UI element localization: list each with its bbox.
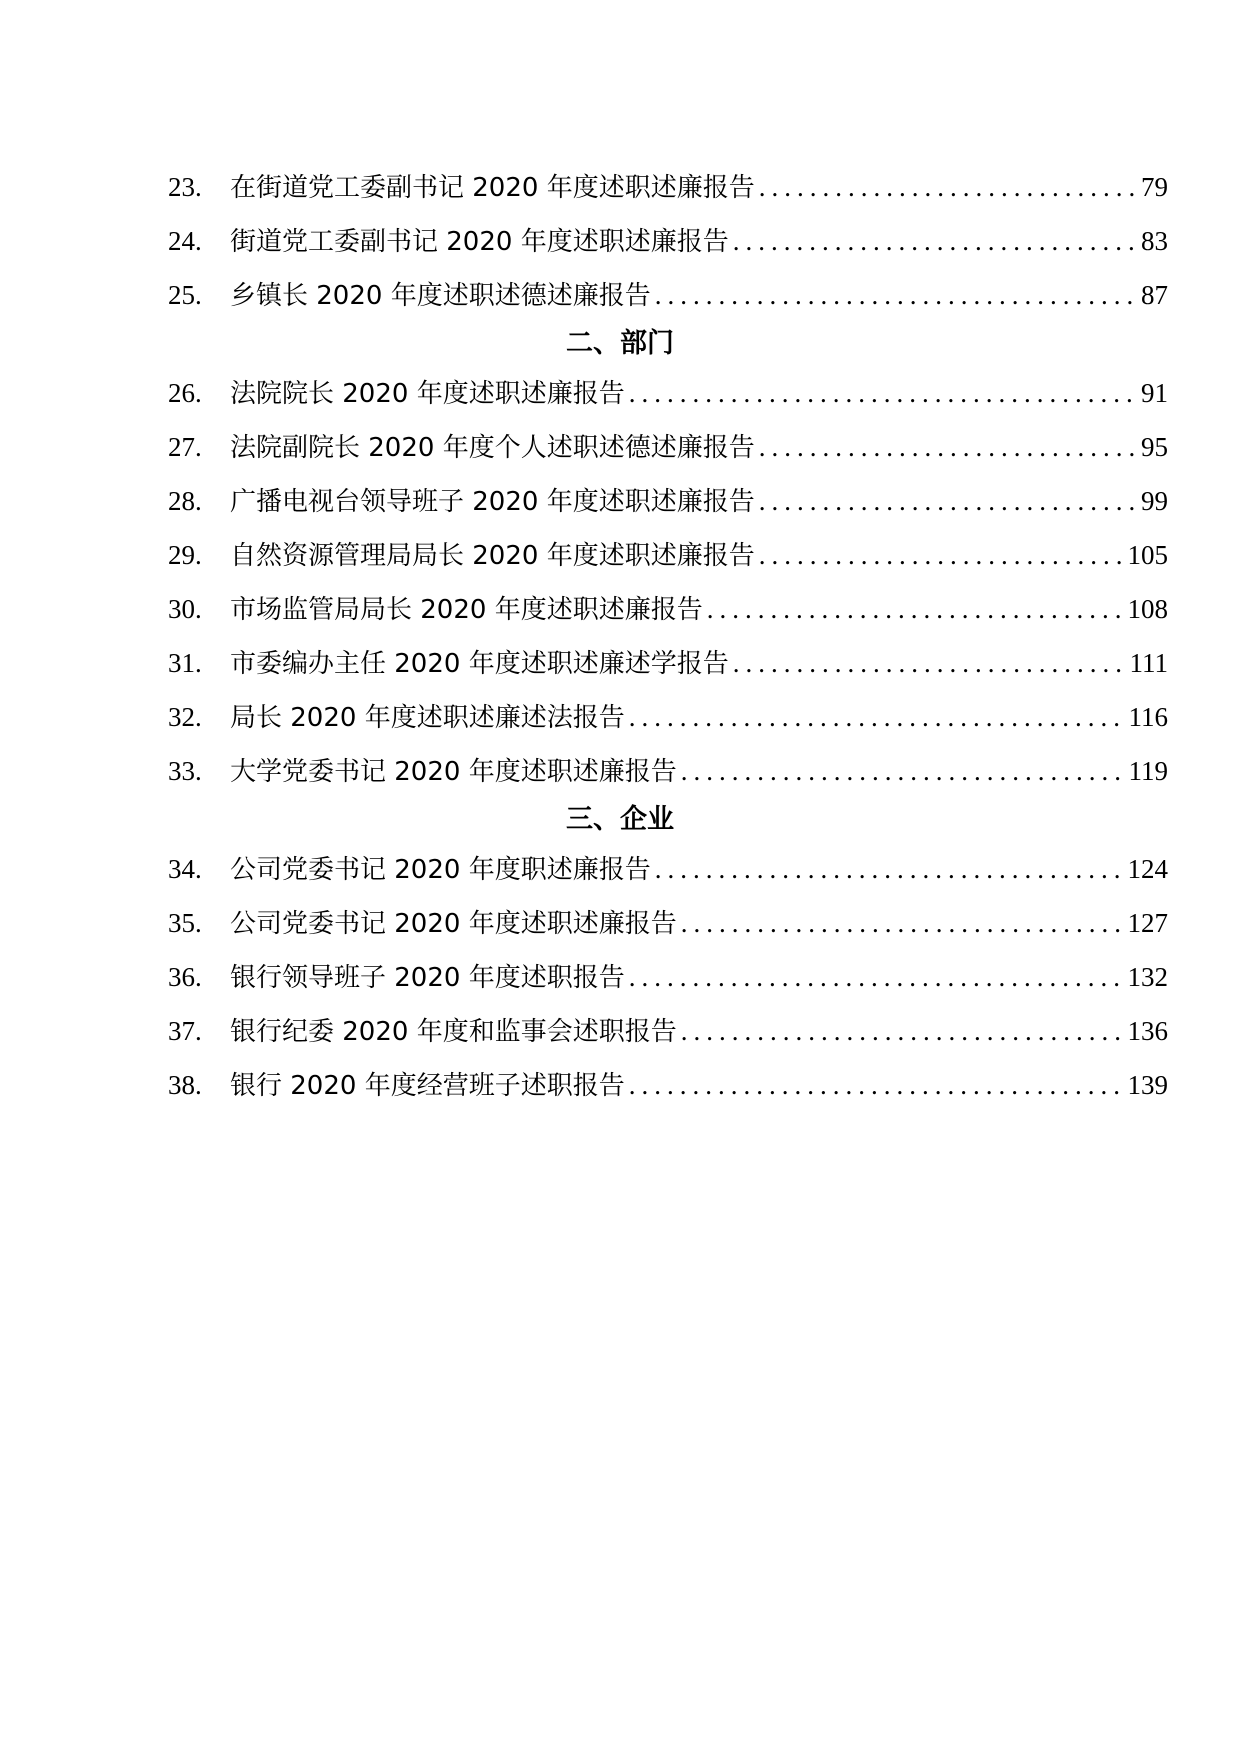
dot-leader <box>655 842 1124 896</box>
toc-entry[interactable] <box>168 744 1168 798</box>
toc-entry[interactable] <box>168 160 1168 214</box>
toc-entry[interactable] <box>168 1058 1168 1112</box>
toc-entry-title: 银行 2020 年度经营班子述职报告 <box>230 1071 625 1101</box>
dot-leader <box>681 896 1124 950</box>
toc-entry-number: 26. <box>168 378 202 408</box>
dot-leader <box>629 690 1125 744</box>
dot-leader <box>629 950 1124 1004</box>
toc-entry[interactable] <box>168 420 1168 474</box>
toc-entry[interactable] <box>168 582 1168 636</box>
toc-entry-title: 公司党委书记 2020 年度职述廉报告 <box>230 855 651 885</box>
section-heading-departments: 二、部门 <box>566 328 674 359</box>
toc-entry[interactable] <box>168 842 1168 896</box>
toc-entry-title: 广播电视台领导班子 2020 年度述职述廉报告 <box>230 487 755 517</box>
dot-leader <box>733 214 1137 268</box>
toc-entry-title: 法院院长 2020 年度述职述廉报告 <box>230 379 625 409</box>
toc-entry[interactable] <box>168 950 1168 1004</box>
dot-leader <box>681 744 1125 798</box>
toc-entry-title: 市委编办主任 2020 年度述职述廉述学报告 <box>230 649 729 679</box>
toc-entry-title: 市场监管局局长 2020 年度述职述廉报告 <box>230 595 703 625</box>
toc-entry-number: 37. <box>168 1016 202 1046</box>
toc-entry-title: 街道党工委副书记 2020 年度述职述廉报告 <box>230 227 729 257</box>
toc-entry[interactable] <box>168 474 1168 528</box>
toc-entry-number: 32. <box>168 702 202 732</box>
toc-entry[interactable] <box>168 636 1168 690</box>
dot-leader <box>629 1058 1124 1112</box>
toc-entry-number: 25. <box>168 280 202 310</box>
toc-entry-number: 34. <box>168 854 202 884</box>
toc-entry-title: 法院副院长 2020 年度个人述职述德述廉报告 <box>230 433 755 463</box>
dot-leader <box>759 160 1137 214</box>
toc-entry-title: 局长 2020 年度述职述廉述法报告 <box>230 703 625 733</box>
dot-leader <box>759 528 1124 582</box>
toc-entry-number: 30. <box>168 594 202 624</box>
toc-entry-number: 35. <box>168 908 202 938</box>
toc-entry-title: 在街道党工委副书记 2020 年度述职述廉报告 <box>230 173 755 203</box>
toc-entry[interactable] <box>168 528 1168 582</box>
toc-entry-number: 38. <box>168 1070 202 1100</box>
dot-leader <box>655 268 1137 322</box>
toc-entry-page: 108 <box>1127 594 1168 624</box>
toc-entry-page: 136 <box>1127 1016 1168 1046</box>
toc-entry[interactable] <box>168 214 1168 268</box>
dot-leader <box>733 636 1126 690</box>
toc-entry[interactable] <box>168 1004 1168 1058</box>
toc-entry-number: 33. <box>168 756 202 786</box>
dot-leader <box>759 420 1137 474</box>
toc-entry-title: 银行领导班子 2020 年度述职报告 <box>230 963 625 993</box>
toc-entry-page: 83 <box>1141 226 1168 256</box>
toc-entry-page: 132 <box>1127 962 1168 992</box>
dot-leader <box>629 366 1137 420</box>
toc-entry-page: 116 <box>1128 702 1168 732</box>
toc-entry-title: 自然资源管理局局长 2020 年度述职述廉报告 <box>230 541 755 571</box>
toc-entry-page: 87 <box>1141 280 1168 310</box>
toc-entry-number: 24. <box>168 226 202 256</box>
toc-entry-page: 79 <box>1141 172 1168 202</box>
toc-entry-title: 公司党委书记 2020 年度述职述廉报告 <box>230 909 677 939</box>
toc-entry-number: 27. <box>168 432 202 462</box>
toc-entry[interactable] <box>168 366 1168 420</box>
toc-entry-number: 28. <box>168 486 202 516</box>
toc-entry-page: 95 <box>1141 432 1168 462</box>
toc-entry-title: 银行纪委 2020 年度和监事会述职报告 <box>230 1017 677 1047</box>
table-of-contents <box>168 160 1168 1112</box>
toc-entry-page: 111 <box>1129 648 1168 678</box>
toc-entry-page: 91 <box>1141 378 1168 408</box>
toc-entry-page: 99 <box>1141 486 1168 516</box>
toc-entry-title: 乡镇长 2020 年度述职述德述廉报告 <box>230 281 651 311</box>
dot-leader <box>759 474 1137 528</box>
toc-entry-number: 36. <box>168 962 202 992</box>
toc-entry-number: 23. <box>168 172 202 202</box>
toc-entry-title: 大学党委书记 2020 年度述职述廉报告 <box>230 757 677 787</box>
toc-entry[interactable] <box>168 690 1168 744</box>
toc-entry-page: 127 <box>1127 908 1168 938</box>
toc-entry-page: 124 <box>1127 854 1168 884</box>
dot-leader <box>707 582 1124 636</box>
toc-entry[interactable] <box>168 896 1168 950</box>
toc-entry-page: 119 <box>1128 756 1168 786</box>
section-heading-enterprises: 三、企业 <box>566 804 674 835</box>
toc-entry-page: 139 <box>1127 1070 1168 1100</box>
dot-leader <box>681 1004 1124 1058</box>
toc-entry-number: 31. <box>168 648 202 678</box>
toc-entry-number: 29. <box>168 540 202 570</box>
toc-entry-page: 105 <box>1127 540 1168 570</box>
toc-entry[interactable] <box>168 268 1168 322</box>
